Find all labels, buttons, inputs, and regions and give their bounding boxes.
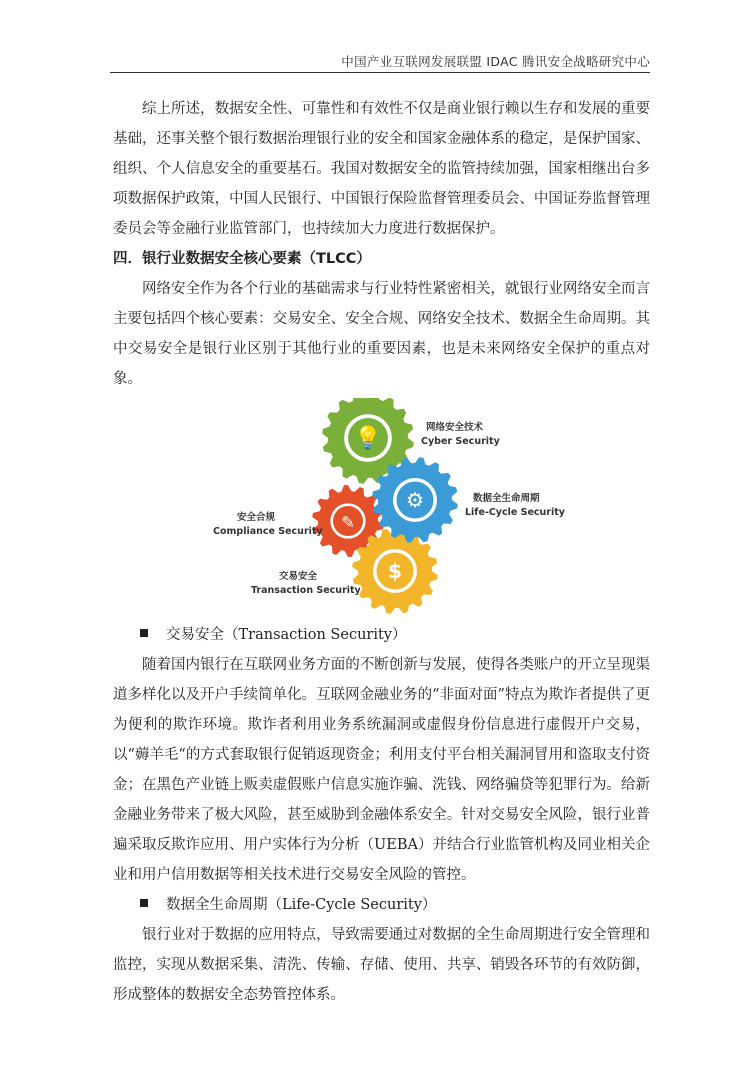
gear-label-cyber-cn: 网络安全技术 bbox=[426, 422, 484, 433]
header-text: 中国产业互联网发展联盟 IDAC 腾讯安全战略研究中心 bbox=[341, 54, 650, 69]
money-cycle-icon: $ bbox=[387, 559, 403, 583]
gear-label-lifecycle-cn: 数据全生命周期 bbox=[473, 493, 540, 504]
bullet-lifecycle-label: 数据全生命周期（Life-Cycle Security） bbox=[166, 897, 437, 913]
bullet-lifecycle bbox=[113, 890, 650, 920]
gear-diagram-svg bbox=[113, 398, 650, 620]
lightbulb-icon: 💡 bbox=[354, 426, 382, 451]
gear-label-cyber-en: Cyber Security bbox=[421, 436, 500, 447]
bullet-square-icon bbox=[140, 899, 148, 907]
page-content bbox=[113, 94, 650, 1010]
paragraph-core-elements: 网络安全作为各个行业的基础需求与行业特性紧密相关，就银行业网络安全而言主要包括四个核心要素：交易安全、安全合规、网络安全技术、数据全生命周期。其中交易安全是银行业区别于其他行业的重要因素，也是未来网络安全保护的重点对象。 bbox=[113, 281, 650, 387]
gear-label-transaction-cn: 交易安全 bbox=[279, 571, 318, 582]
page-header bbox=[110, 50, 650, 73]
cogs-icon: ⚙ bbox=[405, 488, 425, 512]
tlcc-gear-diagram bbox=[113, 398, 650, 620]
section-heading: 四．银行业数据安全核心要素（TLCC） bbox=[113, 251, 371, 267]
bullet-transaction-label: 交易安全（Transaction Security） bbox=[166, 627, 407, 643]
pencil-icon: ✎ bbox=[341, 513, 355, 532]
bullet-transaction bbox=[113, 620, 650, 650]
gear-label-compliance-cn: 安全合规 bbox=[237, 512, 276, 523]
gear-label-lifecycle-en: Life-Cycle Security bbox=[465, 507, 565, 518]
paragraph-transaction: 随着国内银行在互联网业务方面的不断创新与发展，使得各类账户的开立呈现渠道多样化以及开户手续简单化。互联网金融业务的“非面对面”特点为欺诈者提供了更为便利的欺诈环境。欺诈者利用业务系统漏洞或虚假身份信息进行虚假开户交易，以“薅羊毛“的方式套取银行促销返现资金；利用支付平台相关漏洞冒用和盗取支付资金；在黑色产业链上贩卖虚假账户信息实施诈骗、洗钱、网络骗贷等犯罪行为。给新金融业务带来了极大风险，甚至威胁到金融体系安全。针对交易安全风险，银行业普遍采取反欺诈应用、用户实体行为分析（UEBA）并结合行业监管机构及同业相关企业和用户信用数据等相关技术进行交易安全风险的管控。 bbox=[113, 657, 650, 883]
gear-label-compliance-en: Compliance Security bbox=[213, 526, 323, 537]
gear-label-transaction-en: Transaction Security bbox=[251, 585, 361, 596]
bullet-square-icon bbox=[140, 629, 148, 637]
paragraph-lifecycle: 银行业对于数据的应用特点，导致需要通过对数据的全生命周期进行安全管理和监控，实现从数据采集、清洗、传输、存储、使用、共享、销毁各环节的有效防御，形成整体的数据安全态势管控体系。 bbox=[113, 927, 650, 1003]
paragraph-summary: 综上所述，数据安全性、可靠性和有效性不仅是商业银行赖以生存和发展的重要基础，还事关整个银行数据治理银行业的安全和国家金融体系的稳定，是保护国家、组织、个人信息安全的重要基石。我国对数据安全的监管持续加强，国家相继出台多项数据保护政策，中国人民银行、中国银行保险监督管理委员会、中国证券监督管理委员会等金融行业监管部门，也持续加大力度进行数据保护。 bbox=[113, 101, 650, 237]
